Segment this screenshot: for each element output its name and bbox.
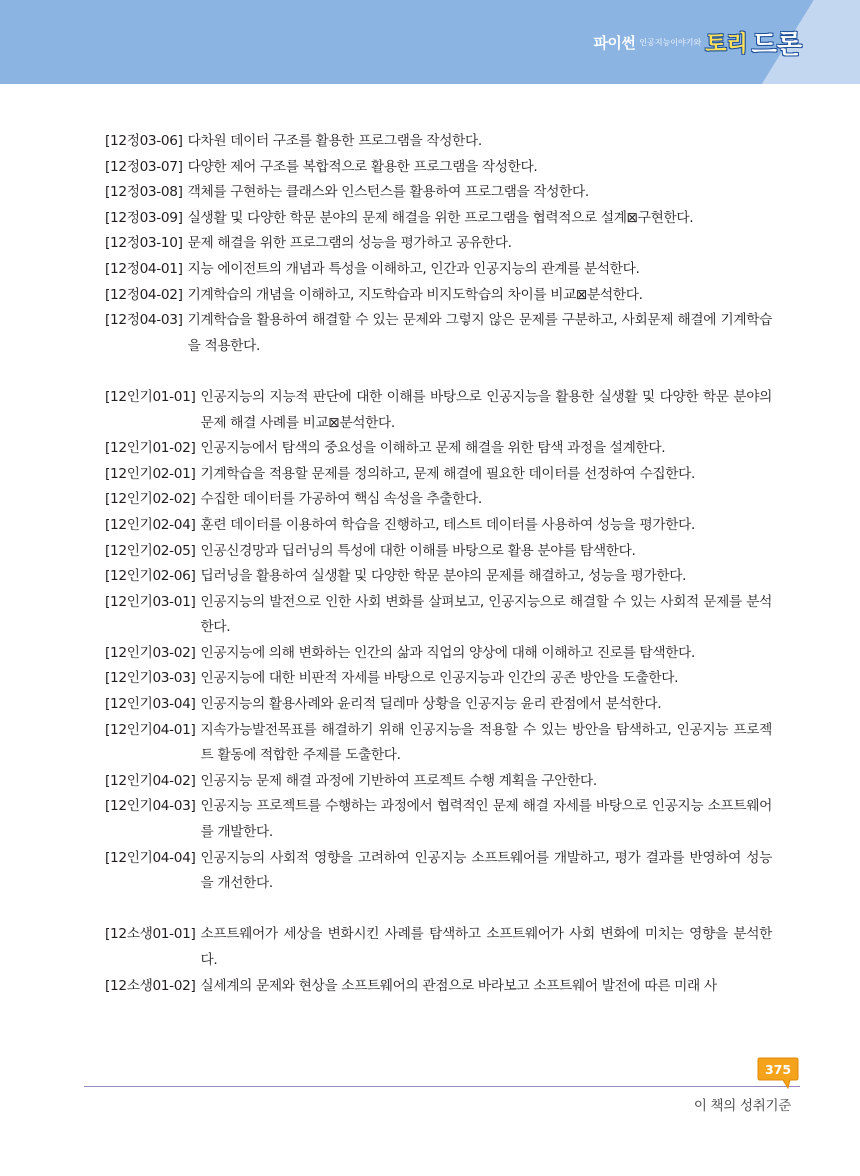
standard-description: 다양한 제어 구조를 복합적으로 활용한 프로그램을 작성한다. (187, 158, 538, 175)
standard-description: 객체를 구현하는 클래스와 인스턴스를 활용하여 프로그램을 작성한다. (187, 184, 589, 201)
standard-description: 훈련 데이터를 이용하여 학습을 진행하고, 테스트 데이터를 사용하여 성능을 평가한다. (200, 516, 696, 533)
standard-description: 기계학습의 개념을 이해하고, 지도학습과 비지도학습의 차이를 비교⊠분석한다. (187, 286, 643, 303)
standard-item (105, 564, 772, 590)
standard-description: 소프트웨어가 세상을 변화시킨 사례를 탐색하고 소프트웨어가 사회 변화에 미치는 영향을 분석한다. (200, 926, 772, 968)
standard-item (105, 692, 772, 718)
standard-item (105, 257, 772, 283)
standard-code: [12인기02-05] (105, 542, 196, 559)
standard-description: 인공지능 문제 해결 과정에 기반하여 프로젝트 수행 계획을 구안한다. (200, 772, 597, 789)
standard-item (105, 922, 772, 973)
running-footer-title: 이 책의 성취기준 (693, 1098, 791, 1114)
standard-description: 인공지능의 사회적 영향을 고려하여 인공지능 소프트웨어를 개발하고, 평가 결과를 반영하여 성능을 개선한다. (200, 849, 772, 892)
standard-item (105, 283, 772, 309)
standard-item (105, 180, 772, 206)
standard-code: [12정03-10] (105, 235, 183, 252)
standard-description: 인공지능에서 탐색의 중요성을 이해하고 문제 해결을 위한 탐색 과정을 설계한다. (200, 440, 666, 457)
section-spacer (105, 359, 772, 385)
standard-description: 인공신경망과 딥러닝의 특성에 대한 이해를 바탕으로 활용 분야를 탐색한다. (200, 542, 636, 559)
standard-item (105, 846, 772, 897)
standard-item (105, 206, 772, 232)
standard-code: [12소생01-01] (105, 926, 196, 943)
standard-item (105, 487, 772, 513)
standard-description: 수집한 데이터를 가공하여 핵심 속성을 추출한다. (200, 491, 482, 508)
standard-code: [12정04-01] (105, 260, 183, 277)
standard-code: [12정03-08] (105, 184, 183, 201)
standard-code: [12인기04-04] (105, 849, 196, 866)
standard-item (105, 513, 772, 539)
brand-text-tori: 토리 (705, 31, 748, 57)
standard-item (105, 385, 772, 436)
standard-description: 기계학습을 적용할 문제를 정의하고, 문제 해결에 필요한 데이터를 선정하여 수집한다. (200, 465, 696, 482)
section-spacer (105, 897, 772, 923)
standard-code: [12인기03-04] (105, 696, 196, 713)
brand-text-drone: 드론 (751, 29, 802, 60)
standard-code: [12정03-09] (105, 209, 183, 226)
standard-description: 다차원 데이터 구조를 활용한 프로그램을 작성한다. (187, 133, 482, 149)
brand-text-subtitle: 인공지능이야기와 (639, 37, 702, 47)
standard-item (105, 641, 772, 667)
standard-code: [12인기01-01] (105, 388, 196, 405)
standard-description: 지속가능발전목표를 해결하기 위해 인공지능을 적용할 수 있는 방안을 탐색하고, 인공지능 프로젝트 활동에 적합한 주제를 도출한다. (200, 721, 772, 764)
standard-item (105, 769, 772, 795)
standard-item (105, 718, 772, 769)
standard-code: [12인기04-02] (105, 772, 196, 789)
standard-description: 인공지능 프로젝트를 수행하는 과정에서 협력적인 문제 해결 자세를 바탕으로 인공지능 소프트웨어를 개발한다. (200, 798, 772, 841)
standard-code: [12인기03-02] (105, 644, 196, 661)
footer-divider (84, 1086, 800, 1087)
standard-description: 인공지능의 발전으로 인한 사회 변화를 살펴보고, 인공지능으로 해결할 수 있는 사회적 문제를 분석한다. (200, 593, 772, 636)
standard-description: 실세계의 문제와 현상을 소프트웨어의 관점으로 바라보고 소프트웨어 발전에 따른 미래 사 (200, 977, 717, 994)
standard-item (105, 231, 772, 257)
brand-text-python: 파이썬 (593, 33, 636, 52)
standard-code: [12인기02-02] (105, 491, 196, 508)
standard-item (105, 539, 772, 565)
standard-code: [12정04-03] (105, 312, 183, 329)
achievement-standards-list (105, 129, 772, 999)
standard-description: 실생활 및 다양한 학문 분야의 문제 해결을 위한 프로그램을 협력적으로 설계⊠구현한다. (187, 209, 694, 226)
standard-code: [12인기02-06] (105, 568, 196, 585)
standard-code: [12인기02-01] (105, 465, 196, 482)
standard-item (105, 974, 772, 1000)
standard-item (105, 794, 772, 845)
standard-description: 기계학습을 활용하여 해결할 수 있는 문제와 그렇지 않은 문제를 구분하고, 사회문제 해결에 기계학습을 적용한다. (187, 312, 772, 354)
standard-code: [12소생01-02] (105, 977, 196, 994)
standard-code: [12인기03-03] (105, 670, 196, 687)
standard-item (105, 308, 772, 359)
standard-description: 인공지능에 의해 변화하는 인간의 삶과 직업의 양상에 대해 이해하고 진로를 탐색한다. (200, 644, 696, 661)
standard-code: [12인기03-01] (105, 593, 196, 610)
standard-code: [12인기04-03] (105, 798, 196, 815)
book-series-logo (593, 20, 802, 64)
standard-code: [12인기02-04] (105, 516, 196, 533)
standard-item (105, 436, 772, 462)
standard-item (105, 666, 772, 692)
standard-description: 인공지능의 지능적 판단에 대한 이해를 바탕으로 인공지능을 활용한 실생활 및 다양한 학문 분야의 문제 해결 사례를 비교⊠분석한다. (200, 388, 772, 431)
standard-code: [12인기04-01] (105, 721, 196, 738)
standard-code: [12정03-07] (105, 158, 183, 175)
standard-item (105, 129, 772, 155)
standard-description: 인공지능에 대한 비판적 자세를 바탕으로 인공지능과 인간의 공존 방안을 도출한다. (200, 670, 679, 687)
page-number: 375 (764, 1062, 792, 1077)
standard-code: [12인기01-02] (105, 440, 196, 457)
standard-item (105, 590, 772, 641)
standard-description: 인공지능의 활용사례와 윤리적 딜레마 상황을 인공지능 윤리 관점에서 분석한다. (200, 696, 662, 713)
standard-code: [12정03-06] (105, 133, 183, 149)
standard-item (105, 462, 772, 488)
standard-description: 문제 해결을 위한 프로그램의 성능을 평가하고 공유한다. (187, 235, 512, 252)
standard-code: [12정04-02] (105, 286, 183, 303)
standard-description: 딥러닝을 활용하여 실생활 및 다양한 학문 분야의 문제를 해결하고, 성능을 평가한다. (200, 568, 687, 585)
standard-description: 지능 에이전트의 개념과 특성을 이해하고, 인간과 인공지능의 관계를 분석한다. (187, 260, 640, 277)
standard-item (105, 155, 772, 181)
